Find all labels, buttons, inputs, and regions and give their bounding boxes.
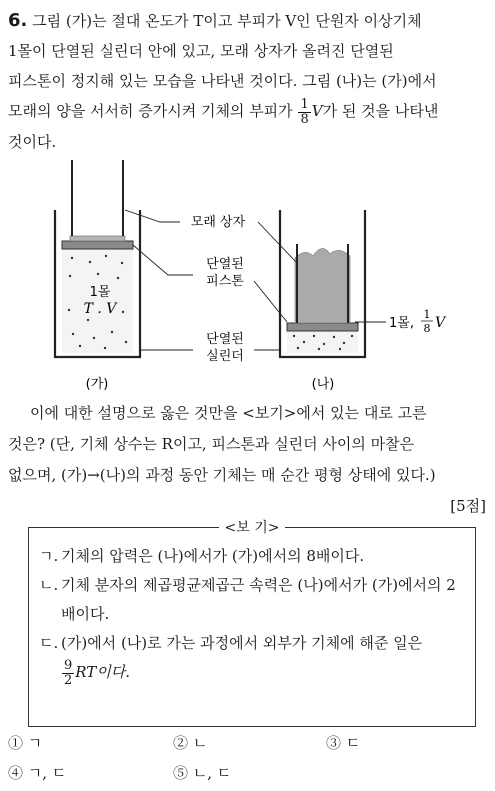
bogi-items [39, 542, 467, 688]
option-3[interactable]: ③ ㄷ [326, 734, 361, 752]
work-fraction-denominator: 2 [64, 672, 73, 688]
question-stem [8, 6, 486, 157]
gas-a-moles: 1몰 [89, 285, 111, 300]
bogi-box [28, 520, 476, 727]
gas-b-moles: 1몰, [389, 316, 414, 331]
option-1[interactable]: ① ㄱ [8, 734, 43, 752]
sand-box-label: 모래 상자 [190, 215, 246, 230]
prompt-line-1: 이에 대한 설명으로 옳은 것만을 <보기>에서 있는 대로 고른 [30, 404, 427, 422]
sand-box-a [70, 236, 125, 241]
work-fraction-numerator: 9 [64, 657, 73, 673]
question-line-5: 것이다. [8, 132, 57, 151]
bogi-item-2-mark: ㄴ. [39, 576, 59, 594]
gas-b-frac-den: 8 [423, 322, 431, 335]
caption-b: (나) [311, 377, 335, 392]
piston-b [287, 323, 358, 331]
bogi-title [29, 517, 475, 537]
bogi-item-1-text: 기체의 압력은 (나)에서가 (가)에서의 8배이다. [61, 547, 365, 565]
bogi-title-text: <보 기> [219, 520, 286, 536]
score-label: [5점] [450, 497, 486, 515]
bogi-item-2-text: 기체 분자의 제곱평균제곱근 속력은 (나)에서가 (가)에서의 2배이다. [61, 576, 456, 623]
piston-label-line-2: 피스톤 [206, 274, 244, 289]
piston-label-line-1: 단열된 [206, 257, 244, 272]
cylinder-b [280, 210, 365, 357]
bogi-item-1-mark: ㄱ. [39, 547, 59, 565]
bogi-item-3-text-a: (가)에서 (나)로 가는 과정에서 외부가 기체에 해준 일은 [61, 634, 423, 652]
gas-b-frac-num: 1 [423, 308, 431, 321]
question-text-1: 그림 (가)는 절대 온도가 T이고 부피가 V인 단원자 이상기체 [32, 12, 422, 30]
volume-variable: V [311, 102, 323, 120]
question-line-1 [8, 6, 486, 36]
question-prompt [8, 398, 486, 522]
question-text-4b: 가 된 것을 나타낸 [322, 102, 439, 120]
sand-box-b [295, 248, 350, 323]
prompt-line-3: 없으며, (가)→(나)의 과정 동안 기체는 매 순간 평형 상태에 있다.) [8, 466, 436, 484]
bogi-item-2 [39, 571, 467, 629]
question-text-4a: 모래의 양을 서서히 증가시켜 기체의 부피가 [8, 102, 293, 120]
piston-a [62, 241, 133, 249]
prompt-line-2: 것은? (단, 기체 상수는 R이고, 피스톤과 실린더 사이의 마찰은 [8, 435, 415, 453]
bogi-item-3-text-b: RT이다. [75, 663, 131, 681]
gas-a-state: T . V [83, 301, 117, 317]
cylinder-label-line-1: 단열된 [206, 332, 244, 347]
bogi-item-3-text [61, 629, 467, 688]
bogi-item-1 [39, 542, 467, 571]
cylinder-label-line-2: 실린더 [206, 349, 244, 364]
question-line-3: 피스톤이 정지해 있는 모습을 나타낸 것이다. 그림 (나)는 (가)에서 [8, 72, 437, 90]
volume-fraction-denominator: 8 [300, 111, 309, 127]
question-line-4 [8, 96, 486, 127]
volume-fraction-numerator: 1 [300, 96, 309, 112]
question-line-2: 1몰이 단열된 실린더 안에 있고, 모래 상자가 올려진 단열된 [8, 42, 394, 60]
gas-b-region [287, 331, 358, 353]
bogi-item-3-mark: ㄷ. [39, 634, 59, 652]
bogi-item-3 [39, 629, 467, 688]
cylinder-figure [0, 150, 495, 395]
option-2[interactable]: ② ㄴ [173, 734, 208, 752]
option-5[interactable]: ⑤ ㄴ, ㄷ [173, 764, 232, 782]
volume-fraction [298, 98, 310, 127]
question-number: 6. [8, 10, 28, 31]
cylinder-a [55, 160, 140, 357]
gas-b-volume: V [435, 315, 446, 331]
work-fraction [62, 659, 74, 688]
caption-a: (가) [85, 377, 109, 392]
option-4[interactable]: ④ ㄱ, ㄷ [8, 764, 67, 782]
